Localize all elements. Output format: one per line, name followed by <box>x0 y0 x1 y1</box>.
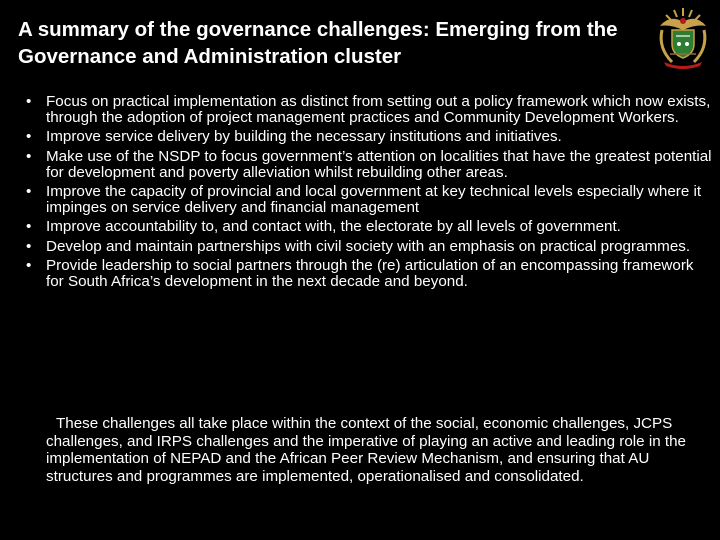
closing-paragraph: These challenges all take place within the context of the social, economic challenges, JCPS challenges, and IRPS challenges and the imperative of playing an active and leading role in the implementation of NEPAD and the African Peer Review Mechanism, and ensuring that AU structures and programmes are implemented, operationalised and consolidated. <box>46 415 686 485</box>
bullet-text: Improve the capacity of provincial and local government at key technical levels especially where it impinges on service delivery and financial management <box>46 183 702 217</box>
list-item <box>22 94 712 126</box>
bullet-mark: • <box>26 218 32 236</box>
list-item <box>22 184 712 216</box>
bullet-text: Improve service delivery by building the necessary institutions and initiatives. <box>46 128 562 146</box>
list-item <box>22 129 712 145</box>
bullet-mark: • <box>26 256 32 274</box>
bullet-text: Improve accountability to, and contact with, the electorate by all levels of government. <box>46 218 621 236</box>
bullet-text: Provide leadership to social partners through the (re) articulation of an encompassing framework for South Africa’s development in the next decade and beyond. <box>46 256 694 291</box>
bullet-mark: • <box>26 183 32 201</box>
bullet-mark: • <box>26 93 32 110</box>
bullet-list <box>22 94 712 293</box>
bullet-text: Develop and maintain partnerships with civil society with an emphasis on practical programmes. <box>46 237 691 255</box>
bullet-text: Make use of the NSDP to focus government’s attention on localities that have the greatest potential for development and poverty alleviation whilst rebuilding other areas. <box>46 147 712 181</box>
bullet-mark: • <box>26 147 32 165</box>
bullet-text: Focus on practical implementation as distinct from setting out a policy framework which now exists, through the adoption of project management practices and Community Development Workers. <box>46 93 711 127</box>
bullet-mark: • <box>26 237 32 255</box>
list-item <box>22 219 712 235</box>
list-item <box>22 239 712 255</box>
slide-title: A summary of the governance challenges: Emerging from the Governance and Administration cluster <box>18 18 618 68</box>
list-item <box>22 149 712 181</box>
coat-of-arms-icon <box>652 4 714 70</box>
bullet-mark: • <box>26 128 32 146</box>
list-item <box>22 258 712 290</box>
